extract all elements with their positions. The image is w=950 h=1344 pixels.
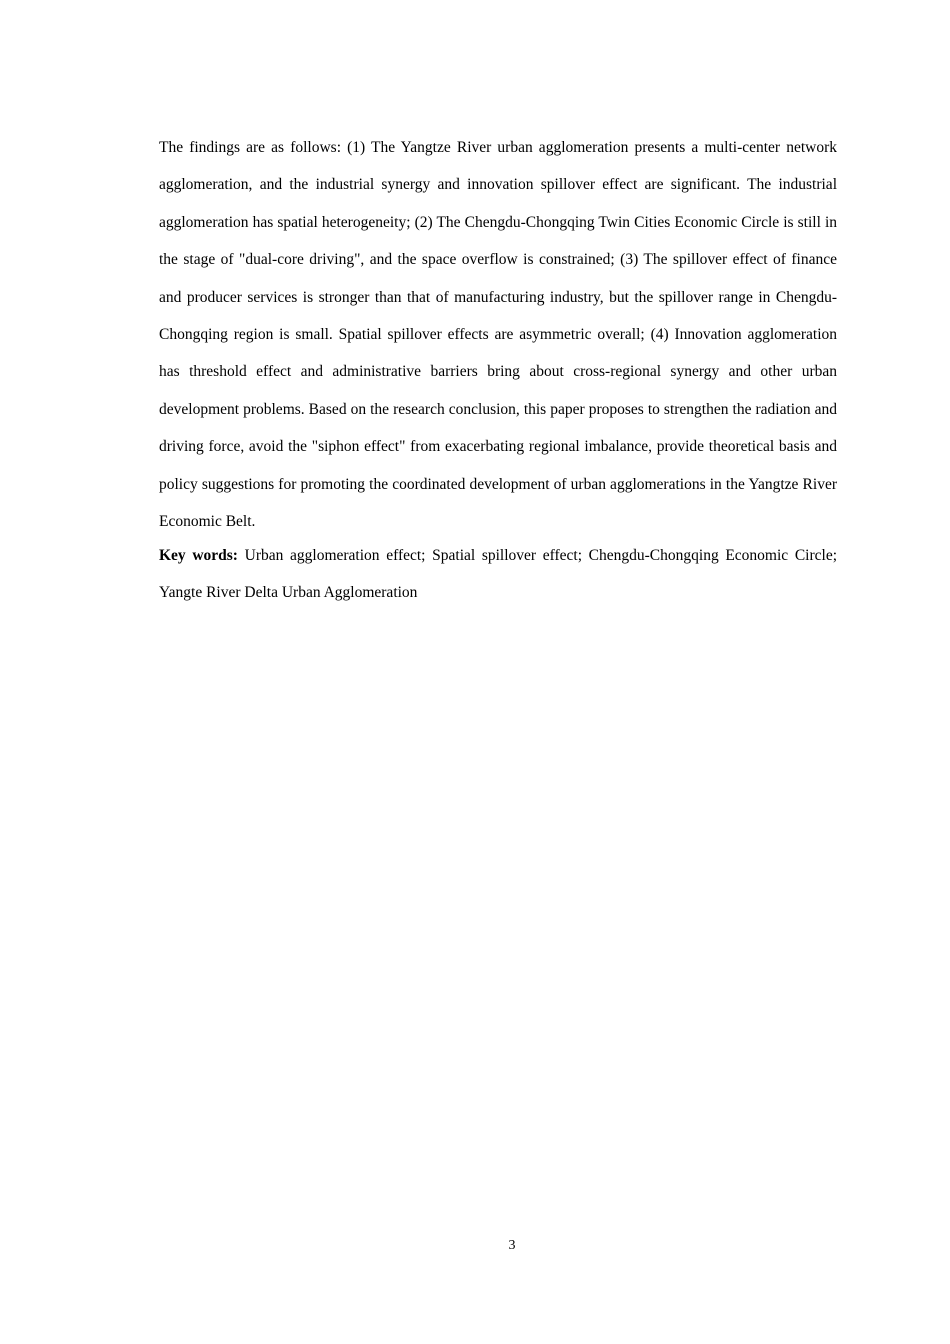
- keywords-label: Key words:: [159, 547, 238, 564]
- abstract-paragraph: The findings are as follows: (1) The Yangtze River urban agglomeration presents a multi-center network agglomeration, and the industrial synergy and innovation spillover effect are significant. The industrial agglomeration has spatial heterogeneity; (2) The Chengdu-Chongqing Twin Cities Economic Circle is still in the stage of "dual-core driving", and the space overflow is constrained; (3) The spillover effect of finance and producer services is stronger than that of manufacturing industry, but the spillover range in Chengdu-Chongqing region is small. Spatial spillover effects are asymmetric overall; (4) Innovation agglomeration has threshold effect and administrative barriers bring about cross-regional synergy and other urban development problems. Based on the research conclusion, this paper proposes to strengthen the radiation and driving force, avoid the "siphon effect" from exacerbating regional imbalance, provide theoretical basis and policy suggestions for promoting the coordinated development of urban agglomerations in the Yangtze River Economic Belt.: [159, 139, 837, 531]
- keywords-line: [159, 537, 837, 612]
- keywords-text: Urban agglomeration effect; Spatial spillover effect; Chengdu-Chongqing Economic Circle; Yangte River Delta Urban Agglomeration: [159, 547, 838, 602]
- page-number: 3: [508, 1238, 516, 1253]
